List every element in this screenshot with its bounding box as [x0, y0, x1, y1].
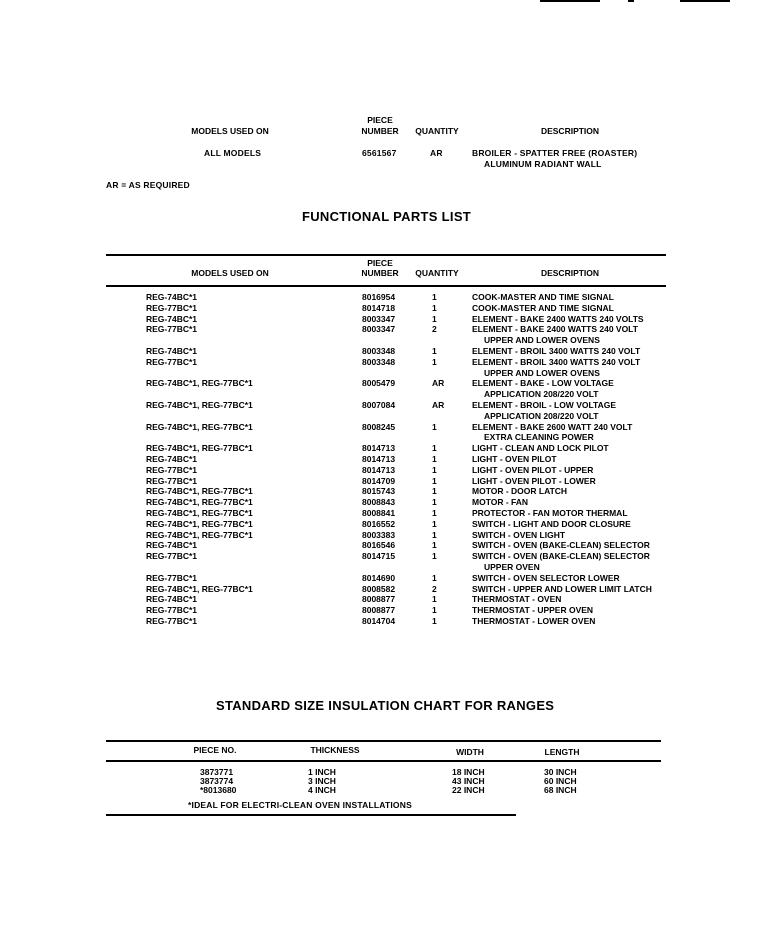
table-row	[0, 314, 784, 325]
table-row	[0, 584, 784, 595]
table-row	[0, 422, 784, 433]
row-quantity: 1	[432, 475, 437, 486]
row-piece-number: 8014713	[362, 464, 396, 475]
table-row	[0, 411, 784, 422]
row-models: REG-77BC*1	[146, 605, 198, 616]
table-row	[0, 497, 784, 508]
row-piece-number: 8014713	[362, 454, 396, 464]
table-row	[0, 594, 784, 605]
func-header-quantity: QUANTITY	[415, 268, 459, 278]
ins-header-length: LENGTH	[544, 747, 580, 757]
table-row	[0, 562, 784, 573]
table-row	[0, 476, 784, 487]
table-row	[0, 616, 784, 627]
row-description: SWITCH - OVEN SELECTOR LOWER	[472, 572, 620, 583]
row-length: 30 INCH	[544, 767, 577, 777]
row-description: ELEMENT - BAKE - LOW VOLTAGE	[472, 378, 614, 389]
row-piece-number: 3873774	[200, 776, 234, 786]
row-width: 22 INCH	[452, 785, 485, 795]
row-description: COOK-MASTER AND TIME SIGNAL	[472, 302, 614, 313]
row-description: UPPER AND LOWER OVENS	[484, 335, 600, 346]
row-models: REG-74BC*1	[146, 454, 198, 464]
table-row	[0, 432, 784, 443]
insulation-top-rule	[106, 740, 661, 742]
row-description: MOTOR - FAN	[472, 497, 529, 508]
row-quantity: 1	[432, 540, 437, 551]
row-models: REG-74BC*1, REG-77BC*1	[146, 497, 253, 508]
top-row-piece: 6561567	[362, 148, 397, 158]
row-description: LIGHT - OVEN PILOT - UPPER	[472, 464, 594, 475]
functional-title: FUNCTIONAL PARTS LIST	[302, 209, 472, 224]
row-models: REG-74BC*1	[146, 346, 198, 356]
row-piece-number: 8008245	[362, 421, 396, 432]
row-quantity: 1	[432, 346, 437, 356]
table-row	[0, 346, 784, 357]
row-quantity: 1	[432, 605, 437, 616]
row-piece-number: 8008877	[362, 594, 396, 605]
row-description: LIGHT - CLEAN AND LOCK PILOT	[472, 443, 609, 454]
row-quantity: 2	[432, 324, 437, 335]
functional-top-rule	[106, 254, 666, 256]
row-description: THERMOSTAT - OVEN	[472, 594, 562, 605]
top-header-piece-line1: PIECE	[367, 115, 393, 125]
row-piece-number: 8016546	[362, 540, 396, 551]
row-piece-number: 8003383	[362, 529, 396, 540]
ins-header-piece: PIECE NO.	[193, 745, 237, 755]
func-header-models: MODELS USED ON	[191, 268, 269, 278]
row-models: REG-74BC*1, REG-77BC*1	[146, 508, 253, 518]
top-header-description: DESCRIPTION	[540, 126, 600, 136]
table-row	[0, 335, 784, 346]
row-piece-number: 8003348	[362, 346, 396, 356]
row-description: SWITCH - UPPER AND LOWER LIMIT LATCH	[472, 583, 652, 594]
table-row	[0, 508, 784, 519]
row-thickness: 3 INCH	[308, 776, 336, 786]
row-description: THERMOSTAT - LOWER OVEN	[472, 616, 596, 626]
row-models: REG-74BC*1, REG-77BC*1	[146, 583, 253, 594]
row-quantity: 2	[432, 583, 437, 594]
row-models: REG-74BC*1, REG-77BC*1	[146, 529, 253, 540]
top-note: AR = AS REQUIRED	[106, 180, 190, 190]
row-piece-number: 8008843	[362, 497, 396, 508]
row-description: LIGHT - OVEN PILOT	[472, 454, 557, 464]
row-description: ELEMENT - BAKE 2400 WATTS 240 VOLTS	[472, 313, 644, 324]
top-row-models: ALL MODELS	[204, 148, 262, 158]
table-row	[0, 389, 784, 400]
row-quantity: 1	[432, 508, 437, 518]
table-row	[0, 368, 784, 379]
insulation-title: STANDARD SIZE INSULATION CHART FOR RANGES	[216, 698, 555, 713]
top-edge-mark-dot	[628, 0, 634, 2]
top-edge-mark-left	[540, 0, 600, 2]
row-models: REG-74BC*1	[146, 313, 198, 324]
row-models: REG-74BC*1, REG-77BC*1	[146, 443, 253, 454]
row-quantity: 1	[432, 529, 437, 540]
row-models: REG-74BC*1	[146, 292, 198, 302]
row-description: SWITCH - OVEN LIGHT	[472, 529, 566, 540]
row-quantity: 1	[432, 356, 437, 367]
row-models: REG-77BC*1	[146, 616, 198, 626]
row-width: 43 INCH	[452, 776, 485, 786]
row-quantity: 1	[432, 551, 437, 562]
row-description: SWITCH - LIGHT AND DOOR CLOSURE	[472, 518, 631, 529]
row-description: THERMOSTAT - UPPER OVEN	[472, 605, 594, 616]
row-piece-number: 3873771	[200, 767, 234, 777]
table-row	[0, 785, 784, 796]
row-description: ELEMENT - BROIL 3400 WATTS 240 VOLT	[472, 346, 641, 356]
table-row	[0, 530, 784, 541]
row-description: COOK-MASTER AND TIME SIGNAL	[472, 292, 614, 302]
row-piece-number: 8016552	[362, 518, 396, 529]
row-thickness: 1 INCH	[308, 767, 336, 777]
top-header-models: MODELS USED ON	[191, 126, 269, 136]
row-models: REG-74BC*1, REG-77BC*1	[146, 421, 253, 432]
row-piece-number: 8008841	[362, 508, 396, 518]
row-quantity: 1	[432, 518, 437, 529]
table-row	[0, 454, 784, 465]
top-row-desc-line1: BROILER - SPATTER FREE (ROASTER)	[472, 148, 638, 158]
top-header-piece-line2: NUMBER	[361, 126, 399, 136]
row-models: REG-74BC*1, REG-77BC*1	[146, 486, 253, 497]
top-edge-mark-right	[680, 0, 730, 2]
row-thickness: 4 INCH	[308, 785, 336, 795]
table-row	[0, 573, 784, 584]
row-models: REG-77BC*1	[146, 551, 198, 562]
row-piece-number: 8014704	[362, 616, 396, 626]
row-models: REG-74BC*1	[146, 540, 198, 551]
row-description: SWITCH - OVEN (BAKE-CLEAN) SELECTOR	[472, 540, 650, 551]
row-quantity: 1	[432, 313, 437, 324]
table-row	[0, 465, 784, 476]
row-piece-number: 8007084	[362, 400, 396, 410]
functional-header-rule	[106, 285, 666, 287]
row-models: REG-77BC*1	[146, 475, 198, 486]
table-row	[0, 486, 784, 497]
row-piece-number: *8013680	[200, 785, 237, 795]
row-description: APPLICATION 208/220 VOLT	[484, 410, 599, 421]
row-piece-number: 8014715	[362, 551, 396, 562]
func-header-piece-line1: PIECE	[367, 258, 393, 268]
row-piece-number: 8005479	[362, 378, 396, 389]
row-piece-number: 8003348	[362, 356, 396, 367]
table-row	[0, 292, 784, 303]
row-width: 18 INCH	[452, 767, 485, 777]
row-models: REG-77BC*1	[146, 572, 198, 583]
row-piece-number: 8003347	[362, 324, 396, 335]
row-piece-number: 8014713	[362, 443, 396, 454]
row-length: 60 INCH	[544, 776, 577, 786]
row-length: 68 INCH	[544, 785, 577, 795]
table-row	[0, 605, 784, 616]
top-row-desc-line2: ALUMINUM RADIANT WALL	[484, 159, 602, 169]
row-models: REG-74BC*1, REG-77BC*1	[146, 378, 253, 389]
insulation-note: *IDEAL FOR ELECTRI-CLEAN OVEN INSTALLATIONS	[188, 800, 412, 810]
row-quantity: 1	[432, 443, 437, 454]
row-quantity: 1	[432, 464, 437, 475]
row-description: UPPER OVEN	[484, 562, 540, 572]
row-quantity: AR	[432, 400, 445, 410]
ins-header-thickness: THICKNESS	[310, 745, 360, 755]
row-quantity: 1	[432, 454, 437, 464]
table-row	[0, 443, 784, 454]
row-description: MOTOR - DOOR LATCH	[472, 486, 568, 497]
table-row	[0, 303, 784, 314]
row-piece-number: 8008582	[362, 583, 396, 594]
row-description: ELEMENT - BAKE 2400 WATTS 240 VOLT	[472, 324, 638, 335]
row-models: REG-77BC*1	[146, 324, 198, 335]
insulation-bottom-rule	[106, 814, 516, 816]
row-quantity: 1	[432, 421, 437, 432]
table-row	[0, 519, 784, 530]
row-models: REG-74BC*1	[146, 594, 198, 605]
row-description: LIGHT - OVEN PILOT - LOWER	[472, 475, 596, 486]
row-models: REG-77BC*1	[146, 302, 198, 313]
func-header-description: DESCRIPTION	[540, 268, 600, 278]
row-models: REG-74BC*1, REG-77BC*1	[146, 400, 253, 410]
top-header-quantity: QUANTITY	[415, 126, 459, 136]
table-row	[0, 551, 784, 562]
ins-header-width: WIDTH	[456, 747, 484, 757]
row-quantity: 1	[432, 594, 437, 605]
row-description: UPPER AND LOWER OVENS	[484, 367, 600, 378]
row-models: REG-77BC*1	[146, 464, 198, 475]
table-row	[0, 400, 784, 411]
row-piece-number: 8015743	[362, 486, 396, 497]
row-piece-number: 8003347	[362, 313, 396, 324]
row-quantity: 1	[432, 616, 437, 626]
row-description: SWITCH - OVEN (BAKE-CLEAN) SELECTOR	[472, 551, 650, 562]
row-piece-number: 8016954	[362, 292, 396, 302]
row-quantity: 1	[432, 572, 437, 583]
insulation-header-rule	[106, 760, 661, 762]
table-row	[0, 324, 784, 335]
table-row	[0, 540, 784, 551]
row-quantity: 1	[432, 292, 437, 302]
row-piece-number: 8014718	[362, 302, 396, 313]
func-header-piece-line2: NUMBER	[361, 268, 399, 278]
row-models: REG-77BC*1	[146, 356, 198, 367]
row-piece-number: 8014690	[362, 572, 396, 583]
row-description: ELEMENT - BROIL 3400 WATTS 240 VOLT	[472, 356, 641, 367]
row-description: APPLICATION 208/220 VOLT	[484, 389, 599, 400]
row-quantity: AR	[432, 378, 445, 389]
row-description: EXTRA CLEANING POWER	[484, 432, 594, 443]
row-quantity: 1	[432, 302, 437, 313]
row-quantity: 1	[432, 497, 437, 508]
row-piece-number: 8008877	[362, 605, 396, 616]
table-row	[0, 357, 784, 368]
row-quantity: 1	[432, 486, 437, 497]
row-piece-number: 8014709	[362, 475, 396, 486]
top-row-quantity: AR	[430, 148, 443, 158]
row-description: ELEMENT - BROIL - LOW VOLTAGE	[472, 400, 617, 410]
row-description: PROTECTOR - FAN MOTOR THERMAL	[472, 508, 628, 518]
row-models: REG-74BC*1, REG-77BC*1	[146, 518, 253, 529]
table-row	[0, 378, 784, 389]
row-description: ELEMENT - BAKE 2600 WATT 240 VOLT	[472, 421, 633, 432]
